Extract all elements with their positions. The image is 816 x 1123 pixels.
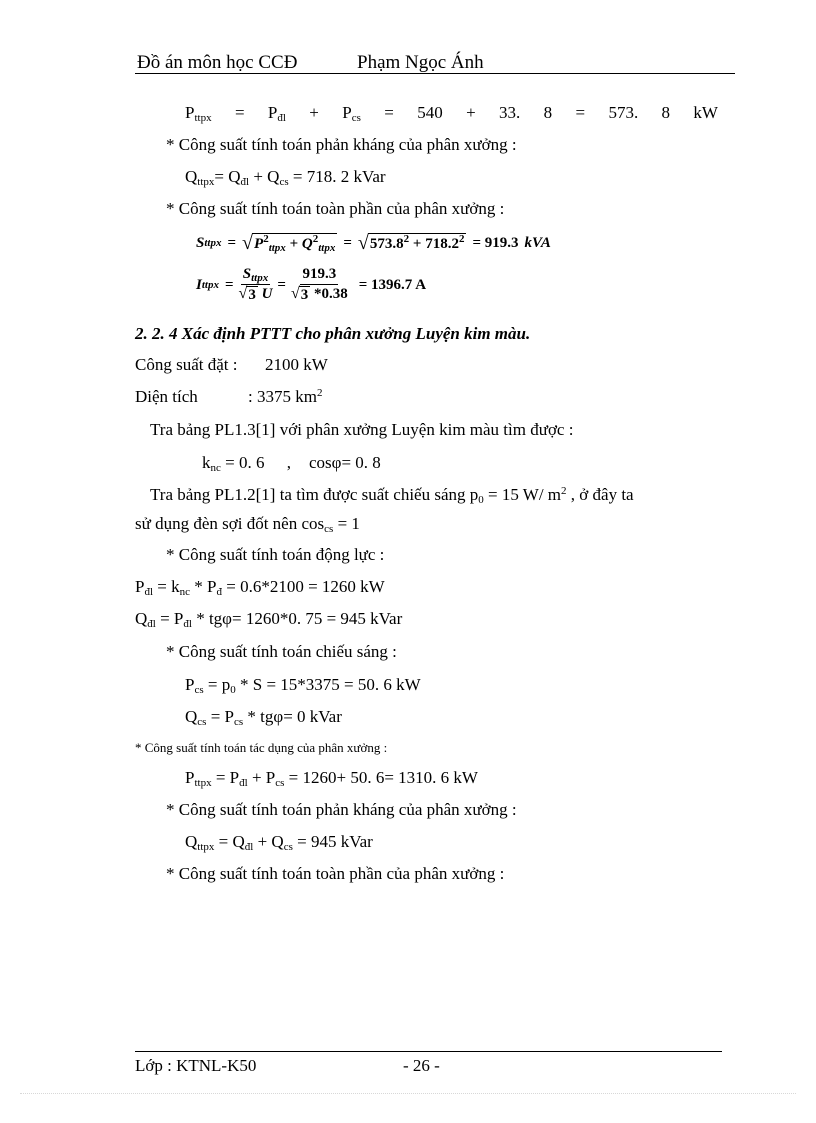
equals-sign: =: [575, 103, 586, 122]
pttpx-line-1: [185, 103, 718, 124]
area-label: Diện tích: [135, 387, 198, 406]
value: 573.: [608, 103, 639, 122]
qttpx-line-2: $Q_{ttpx} = Q_{đl} + Q_{cs} = 945$ kVar: [185, 832, 373, 853]
dynamic-power-heading: * Công suất tính toán động lực :: [166, 545, 385, 564]
pdl-line: $P_{đl} = k_{nc} * P_đ = 0.6*2100 = 1260$ kW: [135, 577, 385, 598]
fraction: 919.3 √ 3 *0.38: [290, 266, 348, 303]
fraction: $S_{ttpx}$ √ 3 U: [238, 266, 273, 303]
reactive-power-heading-1: * Công suất tính toán phản kháng của phân xưởng :: [166, 135, 517, 154]
coefficients-line: $k_{nc} = 0$. 6 , cosφ= 0. 8: [202, 453, 381, 474]
term-pdl: $P_{đl}$: [267, 103, 286, 124]
value: 540: [417, 103, 443, 122]
header-doc-title: Đồ án môn học CCĐ: [137, 52, 298, 73]
footer-rule: [135, 1051, 722, 1052]
equals-sign: =: [234, 103, 245, 122]
apparent-power-equation: S ttpx = √ $P^2_{ttpx} + Q^2_{ttpx}$ = √ $573.8^2 + 718.2^2$ = 919.3 kVA: [196, 232, 551, 254]
qttpx-line-1: $Q_{ttpx}= Q_{đl} + Q_{cs} = 718$. 2 kVar: [185, 167, 386, 188]
sqrt-symbol: √ $573.8^2 + 718.2^2$: [357, 232, 465, 254]
term-pcs: $P_{cs}$: [342, 103, 361, 124]
qcs-line: $Q_{cs} = P_{cs} * tg\varphi= 0$ kVar: [185, 707, 342, 728]
total-power-heading-2: * Công suất tính toán toàn phần của phân xưởng :: [166, 864, 505, 883]
footer-class-label: Lớp : KTNL-K50: [135, 1056, 257, 1075]
value: 33.: [499, 103, 521, 122]
pcs-line: $P_{cs} = p_0 * S = 15*3375 = 50$. 6 kW: [185, 675, 421, 696]
unit: kW: [693, 103, 718, 122]
plus-sign: +: [466, 103, 476, 122]
page-number: - 26 -: [403, 1056, 440, 1075]
header-rule: [135, 73, 735, 74]
section-heading: 2. 2. 4 Xác định PTTT cho phân xưởng Luyện kim màu.: [135, 324, 531, 343]
lookup-pl13: Tra bảng PL1.3[1] với phân xưởng Luyện kim màu tìm được :: [150, 420, 574, 439]
installed-power-value: 2100 kW: [265, 355, 328, 374]
lighting-power-heading: * Công suất tính toán chiếu sáng :: [166, 642, 397, 661]
pttpx-line-2: $P_{ttpx} = P_{đl} + P_{cs} = 1260+ 50$. 6= 1310. 6 kW: [185, 768, 478, 789]
active-power-heading: * Công suất tính toán tác dụng của phân xưởng :: [135, 740, 388, 755]
lookup-pl12: Tra bảng PL1.2[1] ta tìm được suất chiếu sáng $p_0 = 15$ W/ $m^2$ , ở đây ta: [150, 485, 634, 506]
page-bottom-dotted-line: [20, 1093, 796, 1094]
total-power-heading-1: * Công suất tính toán toàn phần của phân xưởng :: [166, 199, 505, 218]
lookup-pl12-cont: sử dụng đèn sợi đốt nên $\cos_{cs} = 1$: [135, 514, 360, 535]
area-value: : 3375 $km^2$: [248, 387, 323, 406]
value: 8: [543, 103, 553, 122]
equals-sign: =: [384, 103, 394, 122]
value: 8: [661, 103, 671, 122]
term-pttpx: $P_{ttpx}$: [185, 103, 212, 124]
reactive-power-heading-2: * Công suất tính toán phản kháng của phân xưởng :: [166, 800, 517, 819]
plus-sign: +: [309, 103, 319, 122]
sqrt-symbol: √ $P^2_{ttpx} + Q^2_{ttpx}$: [242, 232, 336, 254]
header-author: Phạm Ngọc Ánh: [357, 52, 484, 73]
qdl-line: $Q_{đl} = P_{đl} * tg\varphi= 1260*0$. 75 = 945 kVar: [135, 609, 403, 630]
installed-power-label: Công suất đặt :: [135, 355, 238, 374]
current-equation: I ttpx = $S_{ttpx}$ √ 3 U = 919.3 √ 3 *0.38 = 1396.7 A: [196, 266, 427, 303]
